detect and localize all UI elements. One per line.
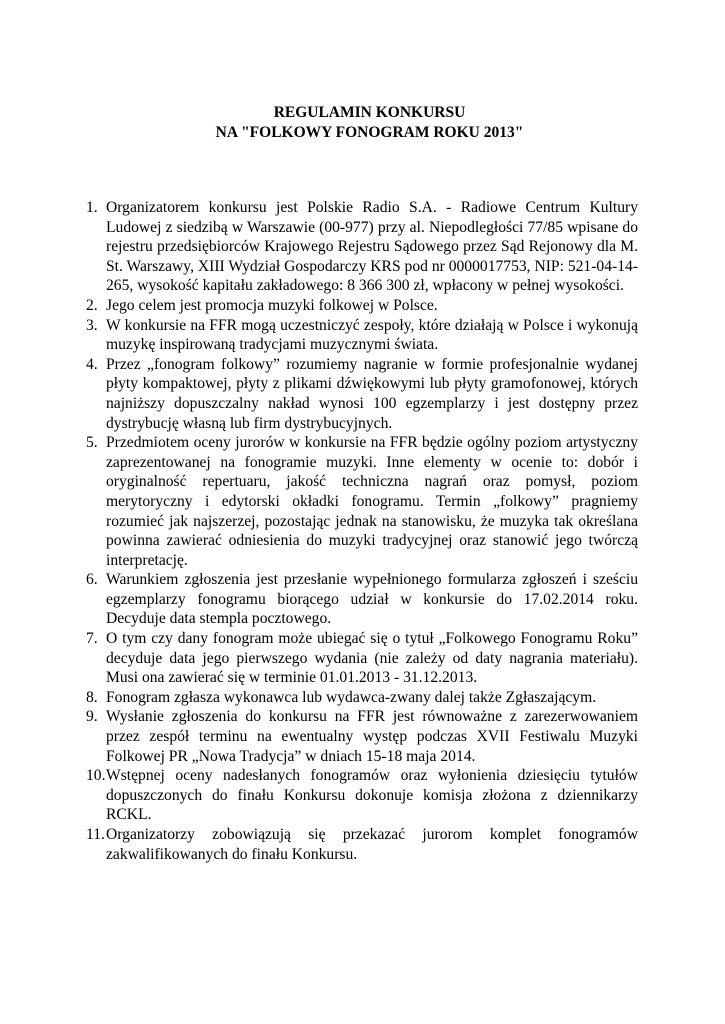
- rule-number: 6.: [86, 571, 98, 589]
- rule-number: 9.: [86, 708, 98, 726]
- rule-text: Wstępnej oceny nadesłanych fonogramów oraz wyłonienia dziesięciu tytułów dopuszczonych do finału Konkursu dokonuje komisja złożona z dziennikarzy RCKL.: [106, 767, 638, 824]
- rule-number: 10.: [86, 767, 106, 785]
- rule-number: 11.: [86, 826, 105, 843]
- rule-item: [86, 433, 638, 570]
- rule-text: Warunkiem zgłoszenia jest przesłanie wypełnionego formularza zgłoszeń i sześciu egzemplarzy fonogramu biorącego udział w konkursie do 17.02.2014 roku. Decyduje data stempla pocztowego.: [106, 571, 638, 628]
- rule-item: [86, 688, 638, 708]
- document-title: [0, 103, 725, 143]
- title-line-2: NA "FOLKOWY FONOGRAM ROKU 2013": [215, 124, 524, 141]
- rule-text: Organizatorem konkursu jest Polskie Radio S.A. - Radiowe Centrum Kultury Ludowej z siedzibą w Warszawie (00-977) przy al. Niepodległości 77/85 wpisane do rejestru przedsiębiorców Krajowego Rejestru Sądowego przez Sąd Rejonowy dla M. St. Warszawy, XIII Wydział Gospodarczy KRS pod nr 0000017753, NIP: 521-04-14-265, wysokość kapitału zakładowego: 8 366 300 zł, wpłacony w pełnej wysokości.: [106, 199, 638, 295]
- rule-text: Wysłanie zgłoszenia do konkursu na FFR jest równoważne z zarezerwowaniem przez zespół terminu na ewentualny występ podczas XVII Festiwalu Muzyki Folkowej PR „Nowa Tradycja” w dniach 15-18 maja 2014.: [106, 708, 638, 765]
- rules-list: [86, 198, 638, 864]
- rule-item: [86, 316, 638, 355]
- rule-number: 4.: [86, 355, 98, 373]
- rule-text: O tym czy dany fonogram może ubiegać się o tytuł „Folkowego Fonogramu Roku” decyduje data jego pierwszego wydania (nie zależy od daty nagrania materiału). Musi ona zawierać się w terminie 01.01.2013 - 31.12.2013.: [106, 630, 638, 687]
- rule-number: 8.: [86, 688, 98, 706]
- rule-item: [86, 198, 638, 296]
- rule-item: [86, 296, 638, 316]
- rule-text: Jego celem jest promocja muzyki folkowej w Polsce.: [106, 296, 438, 314]
- rule-number: 3.: [86, 316, 98, 334]
- rule-text: W konkursie na FFR mogą uczestniczyć zespoły, które działają w Polsce i wykonują muzykę inspirowaną tradycjami muzycznymi świata.: [106, 316, 638, 354]
- rule-text: Przedmiotem oceny jurorów w konkursie na FFR będzie ogólny poziom artystyczny zaprezentowanej na fonogramie muzyki. Inne elementy w ocenie to: dobór i oryginalność repertuaru, jakość techniczna nagrań oraz pomysł, poziom merytoryczny i edytorski okładki fonogramu. Termin „folkowy” pragniemy rozumieć jak najszerzej, pozostając jednak na stanowisku, że muzyka tak określana powinna zawierać odniesienia do muzyki tradycyjnej oraz stanowić jego twórczą interpretację.: [106, 434, 638, 569]
- title-line-1: REGULAMIN KONKURSU: [273, 104, 466, 121]
- rule-number: 7.: [86, 630, 98, 648]
- rule-item: [86, 825, 638, 864]
- rule-item: [86, 570, 638, 629]
- rule-text: Organizatorzy zobowiązują się przekazać jurorom komplet fonogramów zakwalifikowanych do finału Konkursu.: [106, 826, 638, 863]
- rule-item: [86, 629, 638, 688]
- rule-item: [86, 355, 638, 433]
- rule-text: Fonogram zgłasza wykonawca lub wydawca-zwany dalej także Zgłaszającym.: [106, 688, 597, 706]
- rule-number: 2.: [86, 296, 98, 314]
- rule-item: [86, 766, 638, 825]
- rule-item: [86, 707, 638, 766]
- rule-number: 5.: [86, 434, 98, 452]
- rule-number: 1.: [86, 199, 98, 216]
- rule-text: Przez „fonogram folkowy” rozumiemy nagranie w formie profesjonalnie wydanej płyty kompaktowej, płyty z plikami dźwiękowymi lub płyty gramofonowej, których najniższy dopuszczalny nakład wynosi 100 egzemplarzy i jest dostępny przez dystrybucję własną lub firm dystrybucyjnych.: [106, 355, 638, 432]
